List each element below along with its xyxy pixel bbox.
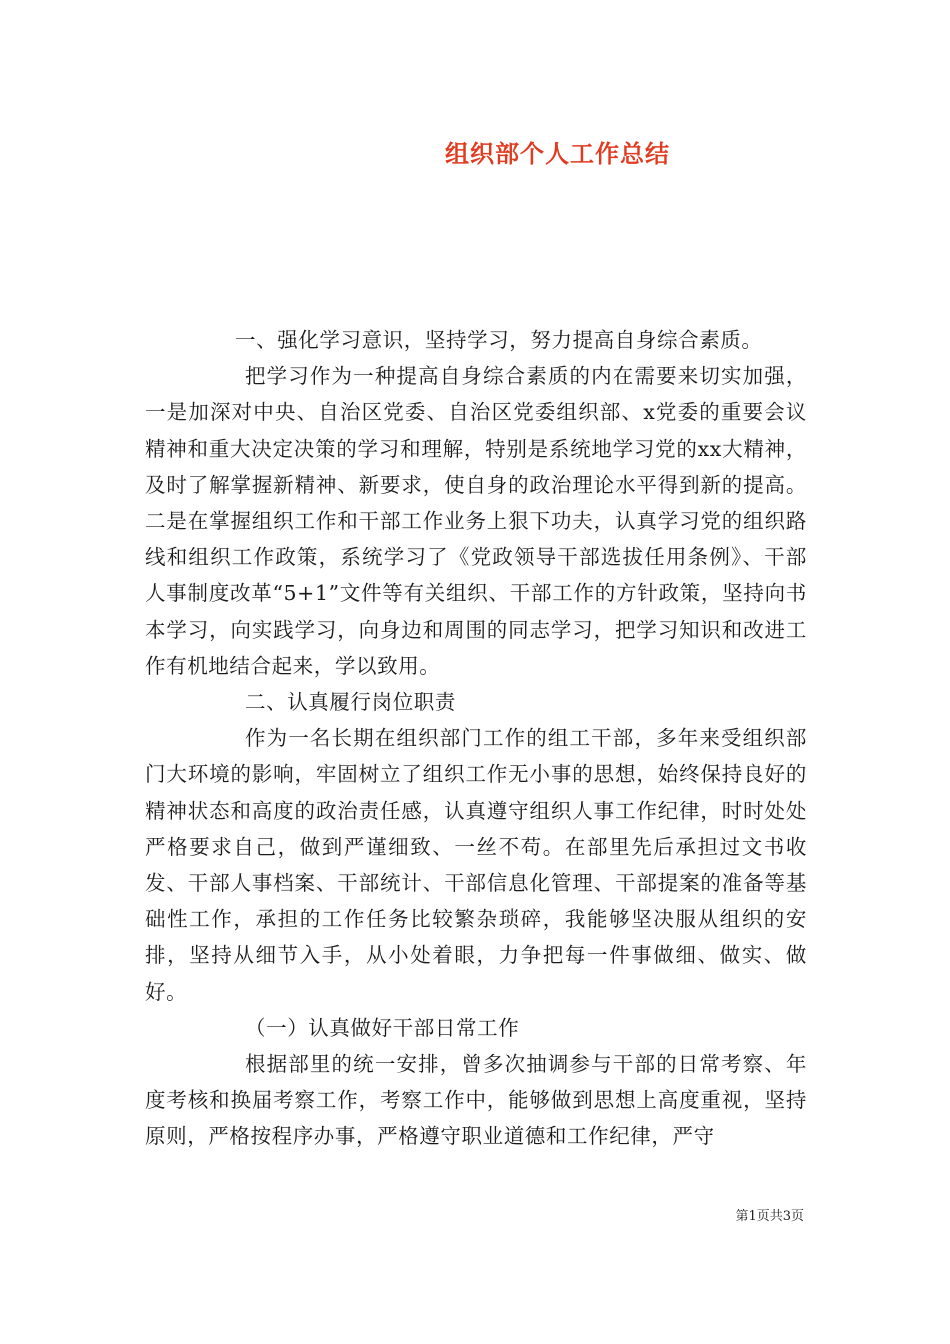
body-paragraph-2: 作为一名长期在组织部门工作的组工干部，多年来受组织部门大环境的影响，牢固树立了组织工作无小事的思想，始终保持良好的精神状态和高度的政治责任感，认真遵守组织人事工作纪律，时时处处严格要求自己，做到严谨细致、一丝不苟。在部里先后承担过文书收发、干部人事档案、干部统计、干部信息化管理、干部提案的准备等基础性工作，承担的工作任务比较繁杂琐碎，我能够坚决服从组织的安排，坚持从细节入手，从小处着眼，力争把每一件事做细、做实、做好。 [145,726,807,1004]
section-heading-2: 二、认真履行岗位职责 [245,690,456,715]
body-paragraph-1: 把学习作为一种提高自身综合素质的内在需要来切实加强，一是加深对中央、自治区党委、自治区党委组织部、x党委的重要会议精神和重大决定决策的学习和理解，特别是系统地学习党的xx大精神，及时了解掌握新精神、新要求，使自身的政治理论水平得到新的提高。二是在掌握组织工作和干部工作业务上狠下功夫，认真学习党的组织路线和组织工作政策，系统学习了《党政领导干部选拔任用条例》、干部人事制度改革“5+1”文件等有关组织、干部工作的方针政策，坚持向书本学习，向实践学习，向身边和周围的同志学习，把学习知识和改进工作有机地结合起来，学以致用。 [145,364,807,678]
page-footer: 第1页共3页 [735,1209,804,1224]
document-body [145,322,807,1155]
subsection-heading-1: （一）认真做好干部日常工作 [245,1015,520,1040]
body-paragraph-3: 根据部里的统一安排，曾多次抽调参与干部的日常考察、年度考核和换届考察工作，考察工作中，能够做到思想上高度重视，坚持原则，严格按程序办事，严格遵守职业道德和工作纪律，严守 [145,1052,807,1149]
section-heading-1: 一、强化学习意识，坚持学习，努力提高自身综合素质。 [235,328,763,352]
document-title: 组织部个人工作总结 [445,140,670,168]
